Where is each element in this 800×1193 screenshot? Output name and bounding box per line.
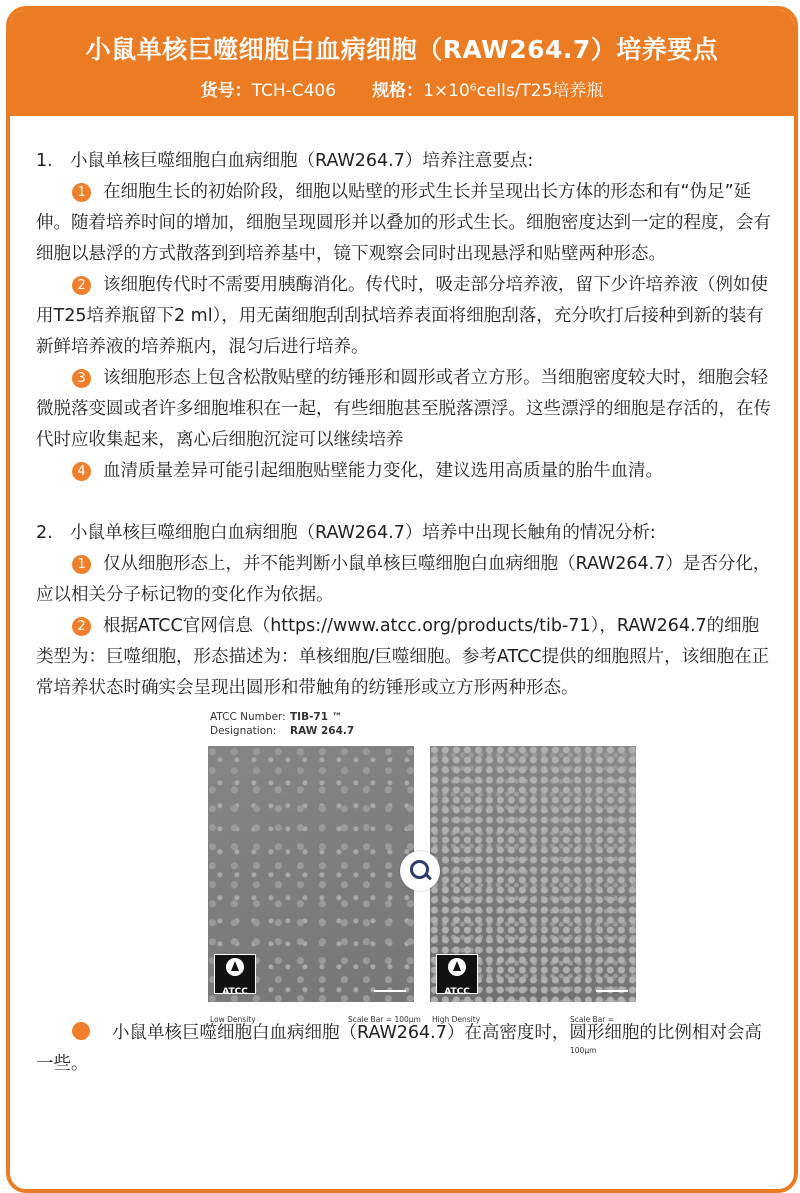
scale-bar-label: Scale Bar = 100µm <box>570 1015 615 1055</box>
high-density-caption: High Density <box>432 1015 481 1024</box>
high-density-micrograph <box>430 746 636 1002</box>
scale-bar-line <box>374 990 406 992</box>
section1-item-4 <box>36 456 772 487</box>
number-badge-icon: 3 <box>72 369 91 388</box>
atcc-number-label: ATCC Number: <box>210 711 286 723</box>
zoom-button[interactable] <box>400 851 440 891</box>
header-banner <box>10 10 794 116</box>
content <box>36 146 772 1080</box>
section1-item-3 <box>36 363 772 456</box>
section1-item-2 <box>36 270 772 363</box>
section2-number: 2. <box>36 523 53 543</box>
section2-item-2 <box>36 611 772 704</box>
bullet-dot-icon <box>72 1022 90 1040</box>
item-text: 根据ATCC官网信息（https://www.atcc.org/products/tib-71），RAW264.7的细胞类型为：巨噬细胞，形态描述为：单核细胞/巨噬细胞。参考ATCC提供的细胞照片，该细胞在正常培养状态时确实会呈现出圆形和带触角的纺锤形或立方形两种形态。 <box>36 616 770 698</box>
section2-item-1 <box>36 549 772 611</box>
item-text: 该细胞传代时不需要用胰酶消化。传代时，吸走部分培养液，留下少许培养液（例如使用T25培养瓶留下2 ml），用无菌细胞刮刮拭培养表面将细胞刮落，充分吹打后接种到新的装有新鲜培养液的培养瓶内，混匀后进行培养。 <box>36 275 768 357</box>
number-badge-icon: 1 <box>72 183 91 202</box>
low-density-caption: Low Density <box>210 1015 256 1024</box>
item-text: 仅从细胞形态上，并不能判断小鼠单核巨噬细胞白血病细胞（RAW264.7）是否分化，应以相关分子标记物的变化作为依据。 <box>36 554 771 605</box>
spec-value: 1×10⁶cells/T25培养瓶 <box>423 81 604 101</box>
section1-heading-text: 小鼠单核巨噬细胞白血病细胞（RAW264.7）培养注意要点: <box>70 151 534 171</box>
atcc-logo-text: ATCC <box>444 987 470 997</box>
number-badge-icon: 4 <box>72 462 91 481</box>
scale-bar-line <box>596 990 628 992</box>
section2-heading-text: 小鼠单核巨噬细胞白血病细胞（RAW264.7）培养中出现长触角的情况分析: <box>70 523 656 543</box>
designation-label: Designation: <box>210 725 277 737</box>
atcc-logo <box>436 954 478 997</box>
section1-number: 1. <box>36 151 53 171</box>
designation-value: RAW 264.7 <box>290 725 355 737</box>
atcc-logo-text: ATCC <box>222 987 248 997</box>
number-badge-icon: 1 <box>72 555 91 574</box>
item-text: 该细胞形态上包含松散贴壁的纺锤形和圆形或者立方形。当细胞密度较大时，细胞会轻微脱落变圆或者许多细胞堆积在一起，有些细胞甚至脱落漂浮。这些漂浮的细胞是存活的，在传代时应收集起来，离心后细胞沉淀可以继续培养 <box>36 368 771 450</box>
spec-label: 规格： <box>372 81 424 101</box>
atcc-number-value: TIB-71 ™ <box>290 711 343 723</box>
catalog-label: 货号： <box>200 81 252 101</box>
item-text: 血清质量差异可能引起细胞贴壁能力变化，建议选用高质量的胎牛血清。 <box>103 461 663 481</box>
final-note-text: 小鼠单核巨噬细胞白血病细胞（RAW264.7）在高密度时，圆形细胞的比例相对会高一些。 <box>36 1023 762 1074</box>
number-badge-icon: 2 <box>72 276 91 295</box>
catalog-value: TCH-C406 <box>251 81 337 101</box>
section1-heading <box>36 146 772 177</box>
scale-bar-label: Scale Bar = 100µm <box>348 1015 421 1024</box>
low-density-micrograph <box>208 746 414 1002</box>
item-text: 在细胞生长的初始阶段，细胞以贴壁的形式生长并呈现出长方体的形态和有“伪足”延伸。随着培养时间的增加，细胞呈现圆形并以叠加的形式生长。细胞密度达到一定的程度，会有细胞以悬浮的方式散落到到培养基中，镜下观察会同时出现悬浮和贴壁两种形态。 <box>36 182 771 264</box>
product-info <box>10 76 794 101</box>
atcc-logo-icon <box>448 958 466 976</box>
page-title: 小鼠单核巨噬细胞白血病细胞（RAW264.7）培养要点 <box>85 35 719 64</box>
section2-heading <box>36 518 772 549</box>
figure-header <box>210 710 354 738</box>
number-badge-icon: 2 <box>72 617 91 636</box>
document-frame <box>6 6 798 1193</box>
section1-item-1 <box>36 177 772 270</box>
atcc-logo-icon <box>226 958 244 976</box>
atcc-figure <box>208 710 638 1055</box>
atcc-logo <box>214 954 256 997</box>
